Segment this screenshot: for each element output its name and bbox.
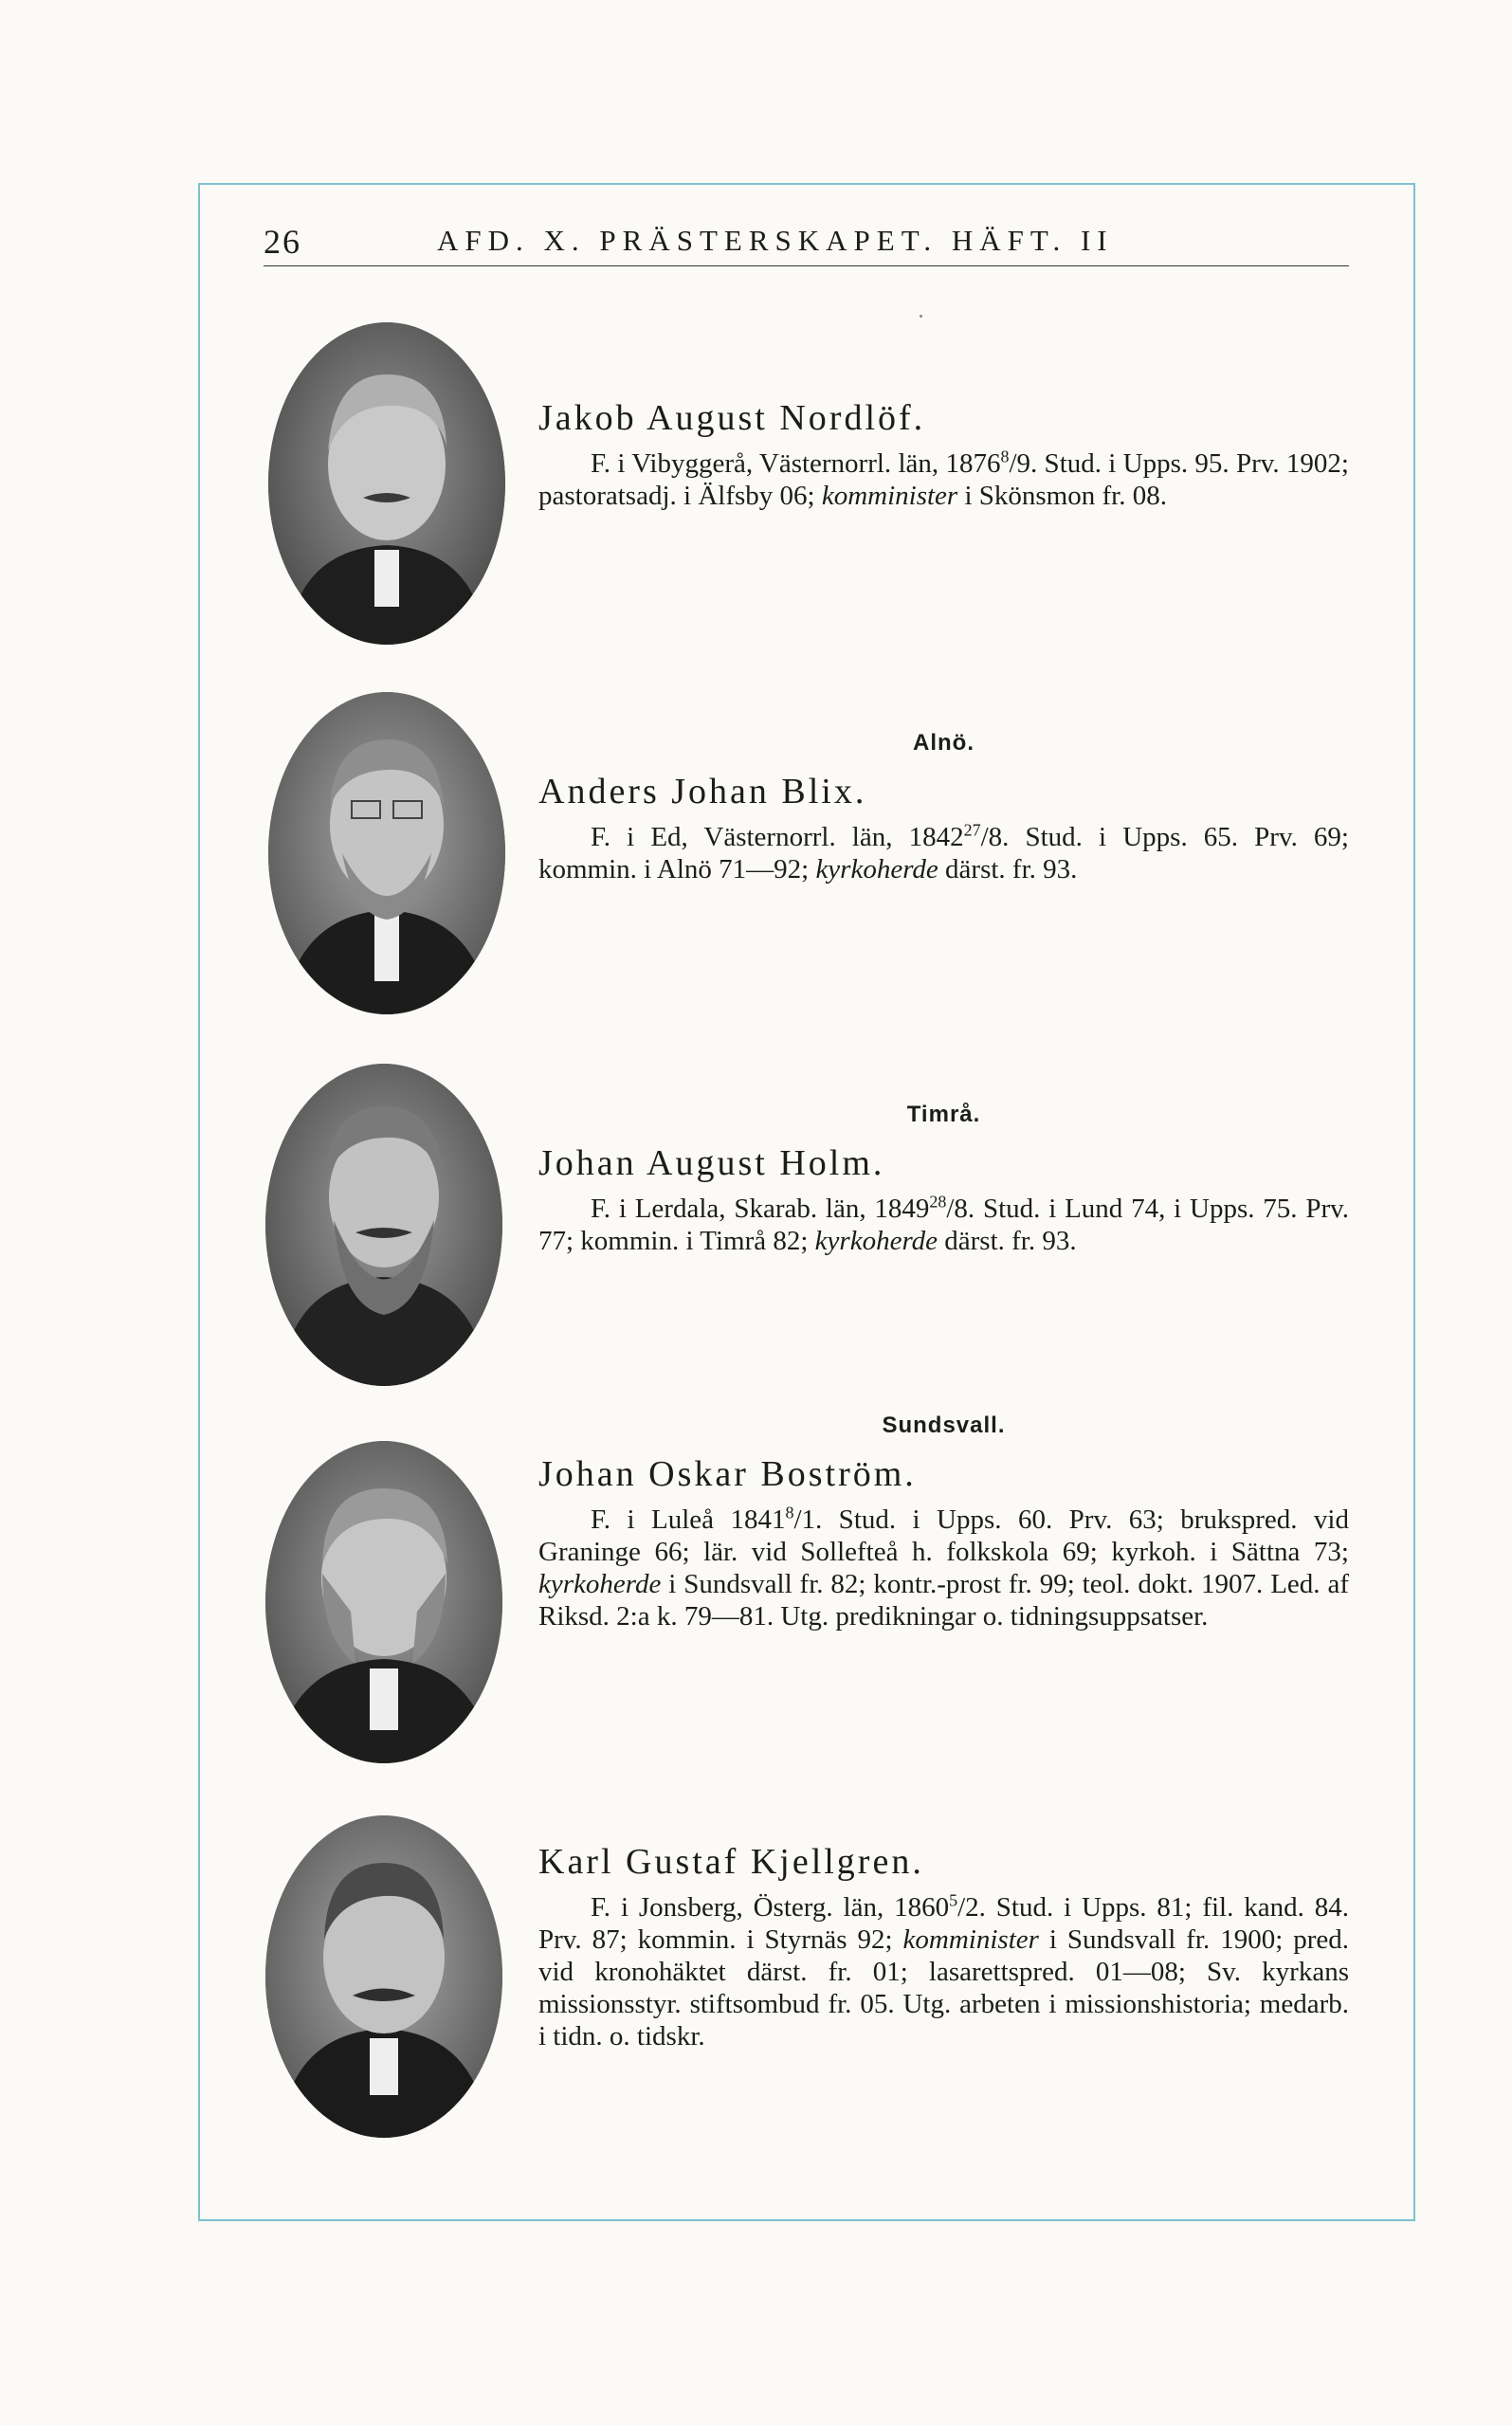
bio-text: därst. fr. 93.	[938, 1225, 1077, 1256]
portrait-photo	[265, 1441, 502, 1763]
bio-text: 28	[929, 1192, 947, 1212]
bio-text: F. i Luleå 1841	[591, 1504, 786, 1535]
entry	[0, 1413, 1512, 1754]
portrait-photo	[265, 1815, 502, 2138]
person-name: Johan Oskar Boström.	[538, 1454, 917, 1494]
bio-text: F. i Vibyggerå, Västernorrl. län, 1876	[591, 447, 1001, 479]
bio-text: komminister	[902, 1924, 1039, 1955]
running-head: AFD. X. PRÄSTERSKAPET. HÄFT. II	[437, 224, 1114, 257]
person-name: Anders Johan Blix.	[538, 772, 867, 811]
person-name: Karl Gustaf Kjellgren.	[538, 1842, 924, 1882]
bio-text: 5	[949, 1890, 958, 1910]
biography	[538, 447, 1349, 512]
entry	[0, 1815, 1512, 2157]
biography	[538, 1193, 1349, 1257]
bio-text: kyrkoherde	[814, 1225, 938, 1256]
bio-text: 8	[1000, 447, 1010, 466]
bio-text: /1. Stud. i Upps. 60. Prv. 63; brukspred. vid Graninge 66; lär. vid Sollefteå h. folkskola 69; kyrkoh. i Sättna 73;	[538, 1504, 1349, 1567]
bio-text: F. i Lerdala, Skarab. län, 1849	[591, 1193, 930, 1224]
person-name: Jakob August Nordlöf.	[538, 398, 926, 438]
bio-text: /8. Stud. i Lund 74, i Upps. 75. Prv. 77; kommin. i Timrå 82;	[538, 1193, 1349, 1256]
portrait-photo	[268, 322, 505, 645]
entry	[0, 692, 1512, 1033]
bio-text: F. i Jonsberg, Österg. län, 1860	[591, 1891, 950, 1923]
bio-text: /8. Stud. i Upps. 65. Prv. 69; kommin. i Alnö 71—92;	[538, 821, 1349, 884]
biography	[538, 1504, 1349, 1632]
bio-text: 27	[963, 820, 981, 840]
entry	[0, 318, 1512, 659]
bio-text: i Sundsvall fr. 1900; pred. vid kronohäktet därst. fr. 01; lasarettspred. 01—08; Sv. kyrkans missionsstyr. stiftsombud fr. 05. Utg. arbeten i missionshistoria; medarb. i tidn. o. tidskr.	[538, 1924, 1350, 2051]
bio-text: kyrkoherde	[815, 853, 938, 884]
bio-text: /2. Stud. i Upps. 81; fil. kand. 84. Prv. 87; kommin. i Styrnäs 92;	[538, 1891, 1349, 1955]
portrait-photo	[265, 1064, 502, 1386]
page-header	[264, 220, 1349, 266]
bio-text: därst. fr. 93.	[938, 853, 1078, 884]
entry	[0, 1064, 1512, 1405]
bio-text: /9. Stud. i Upps. 95. Prv. 1902; pastoratsadj. i Älfsby 06;	[538, 447, 1349, 511]
parish-heading: Alnö.	[913, 730, 975, 756]
page-number: 26	[264, 223, 301, 261]
bio-text: F. i Ed, Västernorrl. län, 1842	[591, 821, 964, 852]
person-name: Johan August Holm.	[538, 1143, 885, 1183]
biography	[538, 821, 1349, 885]
bio-text: kyrkoherde	[538, 1568, 662, 1599]
bio-text: i Sundsvall fr. 82; kontr.-prost fr. 99; teol. dokt. 1907. Led. af Riksd. 2:a k. 79—81. Utg. predikningar o. tidningsuppsatser.	[538, 1568, 1349, 1632]
biography	[538, 1891, 1349, 2052]
bio-text: i Skönsmon fr. 08.	[957, 480, 1167, 511]
bio-text: komminister	[821, 480, 958, 511]
parish-heading: Sundsvall.	[882, 1413, 1006, 1438]
portrait-photo	[268, 692, 505, 1014]
parish-heading: Timrå.	[906, 1102, 981, 1127]
bio-text: 8	[785, 1503, 794, 1522]
